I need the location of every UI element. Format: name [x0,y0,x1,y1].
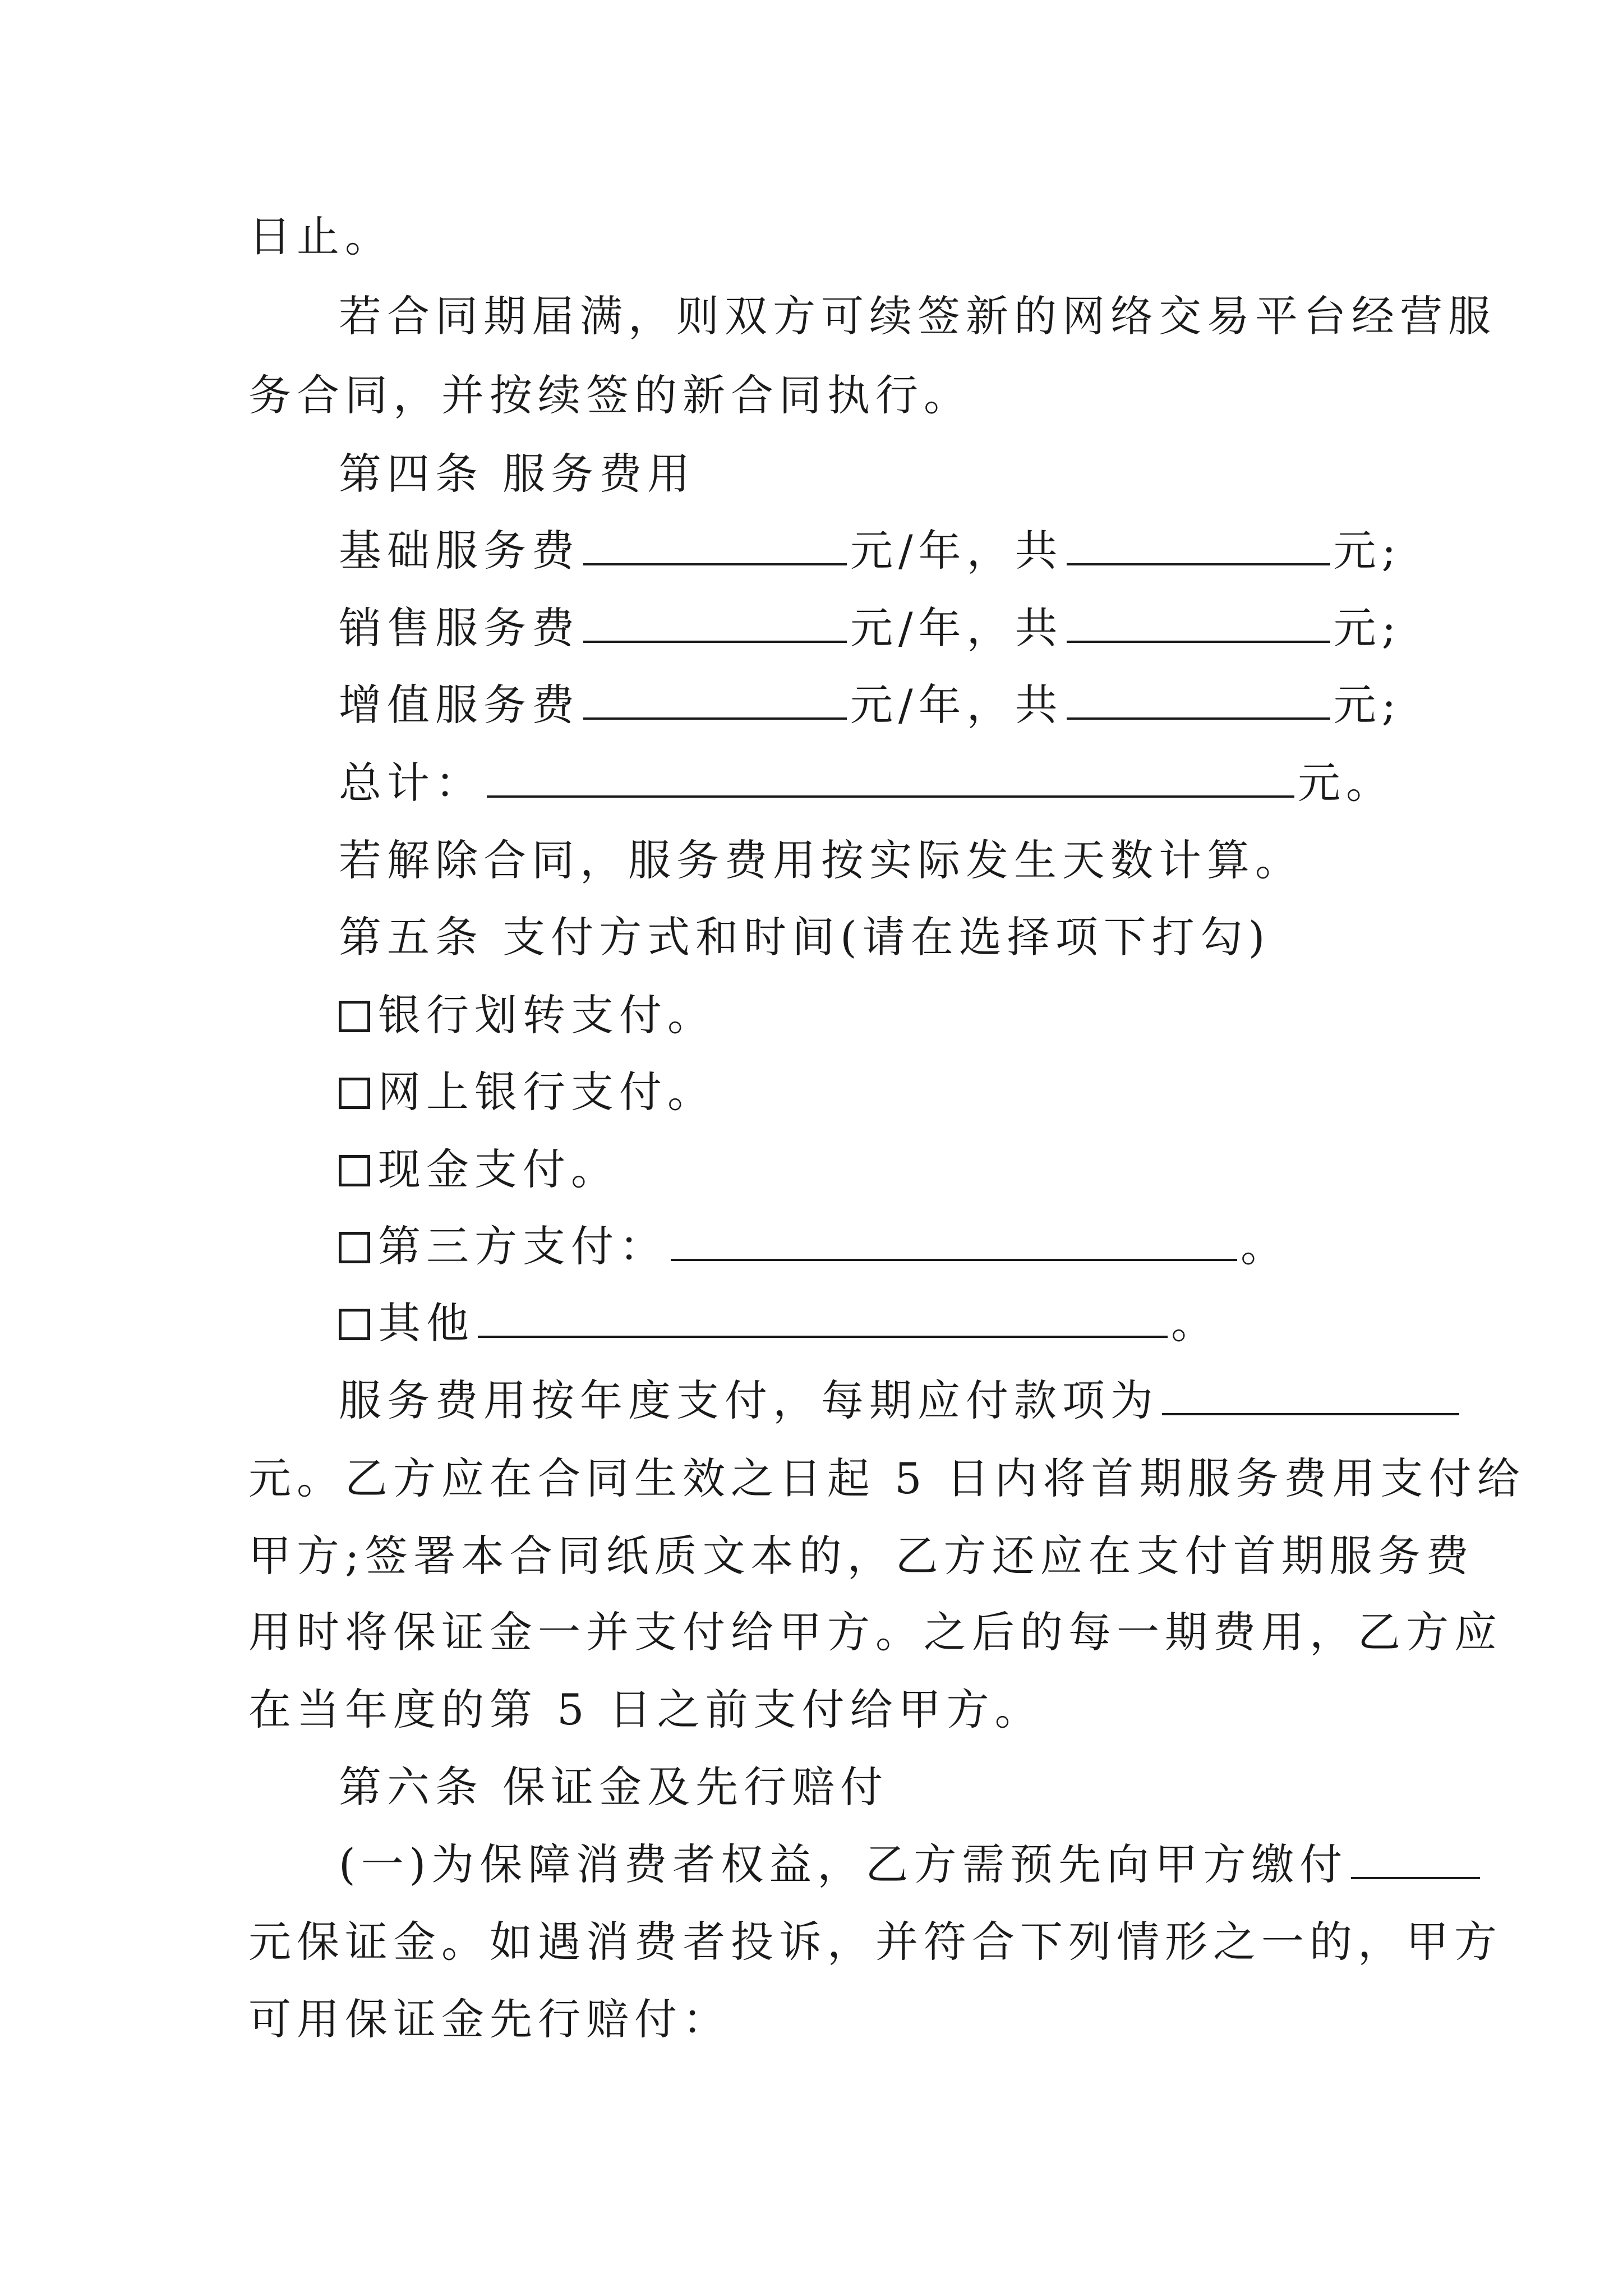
section-heading [339,1759,888,1815]
option-label: 现金支付。 [378,1144,619,1194]
text: 。 [1171,1298,1219,1348]
fee-line-value-added [339,677,1401,733]
checkbox[interactable] [339,1232,370,1263]
text: 元; [1333,680,1402,730]
paragraph-line [248,367,972,424]
blank-field[interactable] [671,1220,1237,1261]
checkbox-option [339,1218,1289,1274]
paragraph-line [248,1991,731,2047]
paragraph-line [248,1451,1525,1507]
paragraph-line [339,832,1303,889]
blank-field[interactable] [1067,524,1330,565]
option-label: 网上银行支付。 [378,1067,716,1117]
checkbox[interactable] [339,1001,370,1032]
checkbox[interactable] [339,1309,370,1340]
text: 元。乙方应在合同生效之日起 5 日内将首期服务费用支付给 [248,1453,1525,1503]
text: 基础服务费 [339,526,580,576]
text: 在当年度的第 5 日之前支付给甲方。 [248,1685,1043,1734]
text: 元。 [1298,758,1394,808]
text: 务合同，并按续签的新合同执行。 [248,370,972,420]
paragraph-line [339,288,1496,344]
blank-field[interactable] [583,601,847,643]
fee-line-sales [339,600,1401,656]
checkbox-option [339,987,716,1043]
text: 日止。 [248,211,393,261]
paragraph-line [339,1837,1483,1893]
blank-field[interactable] [1067,678,1330,720]
text: 元/年，共 [850,680,1063,730]
option-label: 其他 [378,1298,474,1348]
text: 总计： [339,758,483,808]
text: 若解除合同，服务费用按实际发生天数计算。 [339,835,1303,885]
text: 销售服务费 [339,603,580,653]
text: 元/年，共 [850,603,1063,653]
paragraph-line [248,1604,1502,1660]
option-label: 第三方支付： [378,1221,667,1271]
section-heading [339,909,1270,965]
text: 第五条 支付方式和时间(请在选择项下打勾) [339,912,1271,962]
option-label: 银行划转支付。 [378,990,716,1040]
blank-field[interactable] [1162,1374,1459,1415]
fee-line-basic [339,523,1401,579]
paragraph-line [339,1373,1463,1429]
checkbox-option [339,1295,1219,1351]
text: 元; [1333,526,1402,576]
text: 服务费用按年度支付，每期应付款项为 [339,1375,1159,1425]
paragraph-line [248,1914,1502,1970]
text: 若合同期届满，则双方可续签新的网络交易平台经营服 [339,291,1496,341]
blank-field[interactable] [478,1296,1168,1338]
fee-total-line [339,755,1394,811]
text: 用时将保证金一并支付给甲方。之后的每一期费用，乙方应 [248,1607,1502,1657]
text: 元保证金。如遇消费者投诉，并符合下列情形之一的，甲方 [248,1917,1502,1967]
paragraph-line [248,1528,1474,1584]
text: 第四条 服务费用 [339,449,696,499]
text: 增值服务费 [339,680,580,730]
text: 第六条 保证金及先行赔付 [339,1762,889,1812]
text: 可用保证金先行赔付： [248,1994,731,2044]
checkbox[interactable] [339,1155,370,1186]
text: (一)为保障消费者权益，乙方需预先向甲方缴付 [339,1839,1348,1889]
checkbox-option [339,1142,619,1198]
blank-field[interactable] [583,678,847,720]
text: 甲方;签署本合同纸质文本的，乙方还应在支付首期服务费 [248,1531,1474,1581]
section-heading [339,446,695,502]
blank-field[interactable] [1067,601,1330,643]
blank-field[interactable] [583,524,847,565]
blank-field[interactable] [1351,1838,1480,1879]
text: 。 [1241,1221,1289,1271]
text: 元; [1333,603,1402,653]
checkbox-option [339,1064,716,1120]
paragraph-line [248,1682,1043,1738]
paragraph-line [248,209,393,265]
blank-field[interactable] [487,756,1294,798]
text: 元/年，共 [850,526,1063,576]
checkbox[interactable] [339,1078,370,1109]
